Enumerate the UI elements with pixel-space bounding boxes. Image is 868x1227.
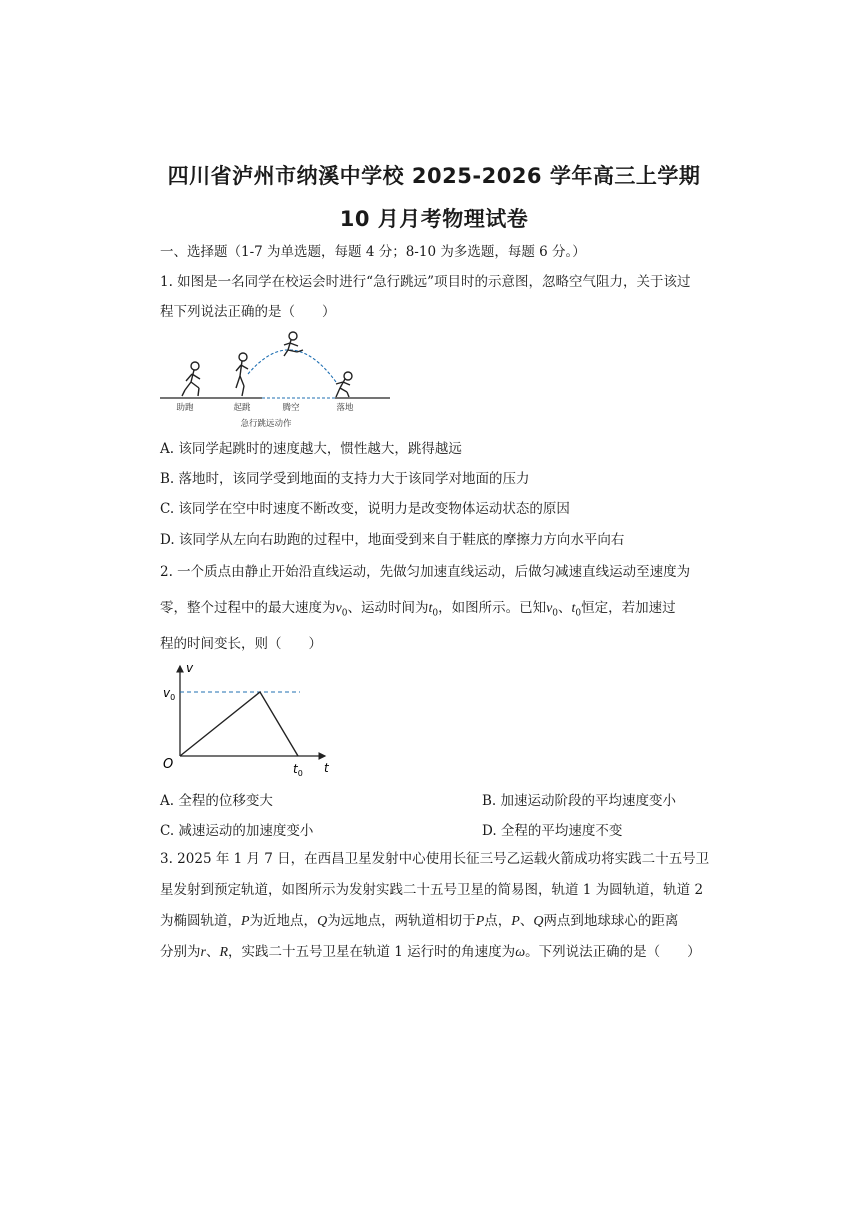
long-jump-figure: [160, 326, 395, 432]
t-axis-label: t: [324, 761, 329, 775]
v0-axis-label: $v_0$: [163, 686, 176, 702]
q1-option-c: C. 该同学在空中时速度不断改变，说明力是改变物体运动状态的原因: [160, 501, 570, 517]
q1-option-b: B. 落地时，该同学受到地面的支持力大于该同学对地面的压力: [160, 471, 530, 487]
flight-figure: [284, 332, 303, 356]
exam-title-line2: 10 月月考物理试卷: [339, 207, 529, 231]
q1-stem-line1: 1. 如图是一名同学在校运会时进行“急行跳远”项目时的示意图，忽略空气阻力，关于该过: [160, 274, 691, 290]
section-heading: 一、选择题（1-7 为单选题，每题 4 分；8-10 为多选题，每题 6 分。）: [160, 244, 586, 260]
q2-stem-line3: 程的时间变长，则（ ）: [160, 636, 322, 652]
stage-label-run: 助跑: [176, 403, 194, 413]
q3-stem-line2: 星发射到预定轨道，如图所示为发射实践二十五号卫星的简易图，轨道 1 为圆轨道，轨道 2: [160, 882, 704, 898]
q2-stem-line2: 零，整个过程中的最大速度为$v_0$、运动时间为$t_0$，如图所示。已知$v_0$、$t_0$恒定，若加速过: [160, 600, 676, 619]
origin-label: O: [163, 757, 174, 772]
jump-trajectory: [248, 350, 336, 382]
q2-option-d: D. 全程的平均速度不变: [482, 823, 623, 839]
exam-title-line1: 四川省泸州市纳溪中学校 2025-2026 学年高三上学期: [167, 164, 701, 188]
q2-option-b: B. 加速运动阶段的平均速度变小: [482, 793, 677, 809]
velocity-time-graph: [160, 660, 340, 780]
q1-option-d: D. 该同学从左向右助跑的过程中，地面受到来自于鞋底的摩擦力方向水平向右: [160, 532, 625, 548]
q2-stem-line1: 2. 一个质点由静止开始沿直线运动，先做匀加速直线运动，后做匀减速直线运动至速度为: [160, 564, 691, 580]
q3-stem-line3: 为椭圆轨道，P为近地点，Q为远地点，两轨道相切于P点，P、Q两点到地球球心的距离: [160, 913, 679, 929]
stage-label-flight: 腾空: [282, 403, 300, 413]
runner-figure: [182, 362, 200, 396]
takeoff-figure: [236, 353, 248, 396]
q2-option-c: C. 减速运动的加速度变小: [160, 823, 314, 839]
q3-stem-line4: 分别为r、R，实践二十五号卫星在轨道 1 运行时的角速度为ω。下列说法正确的是（ ）: [160, 944, 701, 960]
figure-caption: 急行跳远动作: [240, 419, 292, 429]
landing-figure: [336, 372, 352, 397]
stage-label-takeoff: 起跳: [233, 403, 251, 413]
v-axis-label: v: [186, 661, 194, 675]
q2-option-a: A. 全程的位移变大: [160, 793, 273, 809]
stage-label-landing: 落地: [336, 403, 354, 413]
q1-stem-line2: 程下列说法正确的是（ ）: [160, 304, 336, 320]
q3-stem-line1: 3. 2025 年 1 月 7 日，在西昌卫星发射中心使用长征三号乙运载火箭成功将实践二十五号卫: [160, 851, 710, 867]
q1-option-a: A. 该同学起跳时的速度越大，惯性越大，跳得越远: [160, 441, 462, 457]
velocity-curve: [180, 692, 298, 756]
t0-axis-label: $t_0$: [293, 762, 303, 778]
